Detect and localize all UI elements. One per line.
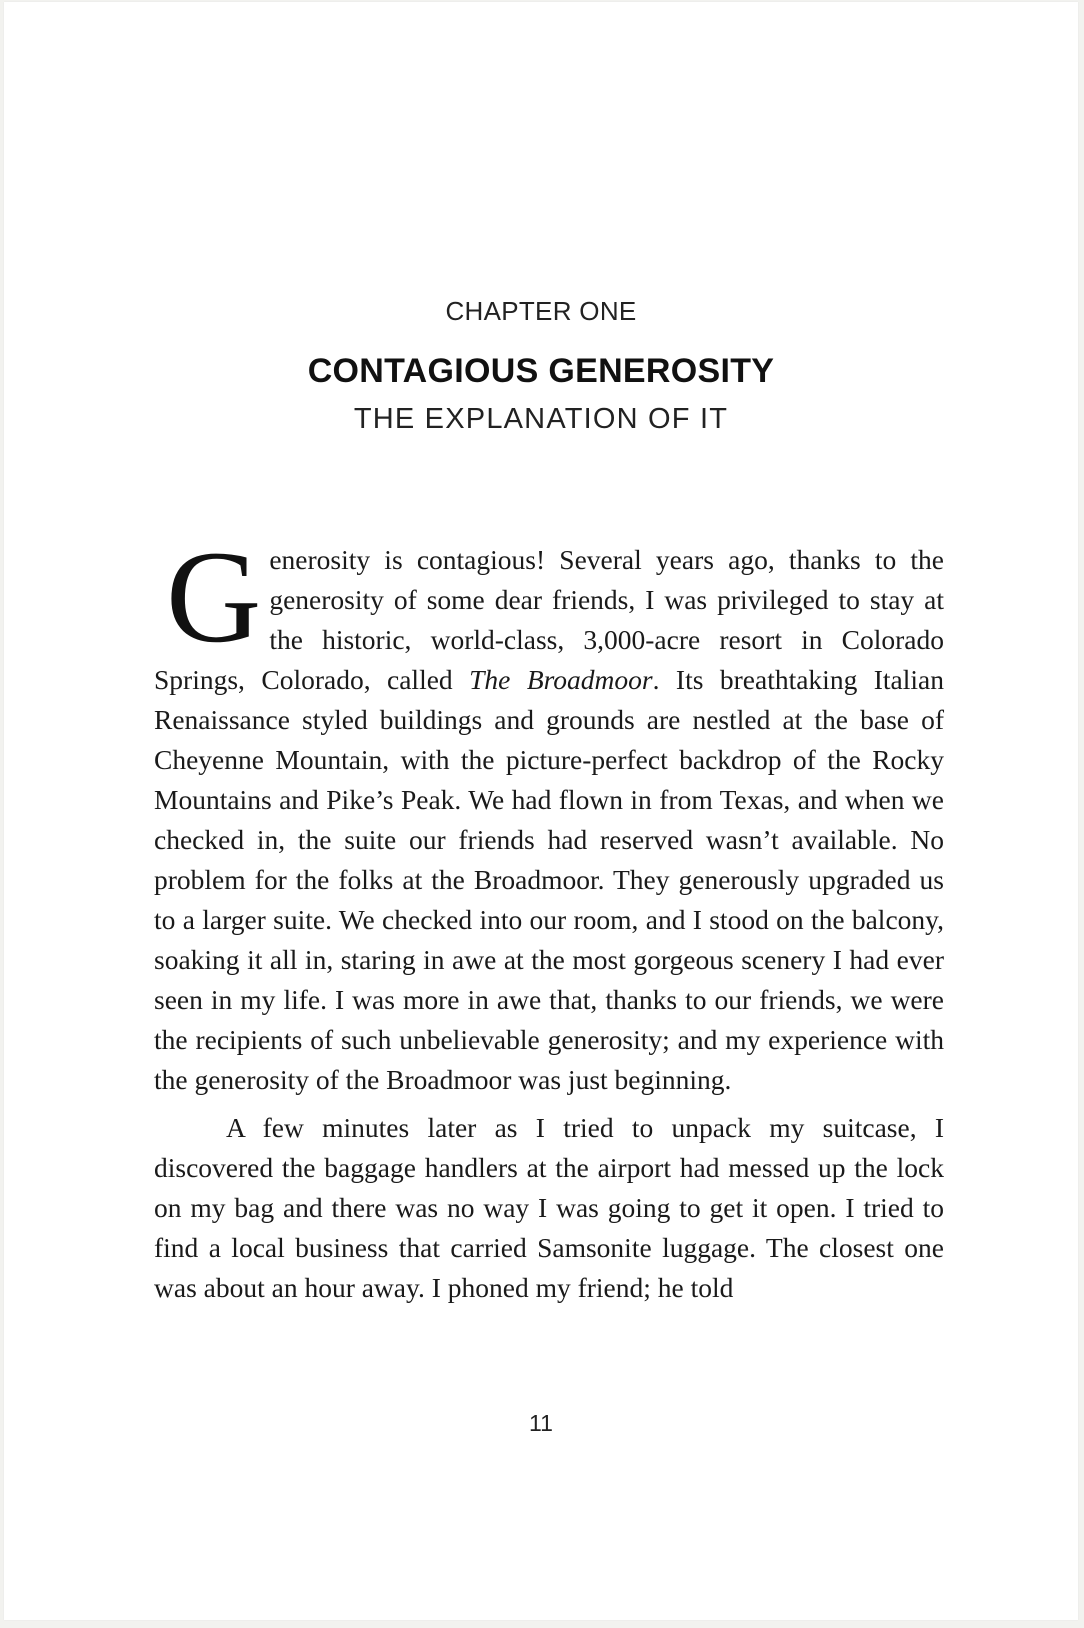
paragraph-two: A few minutes later as I tried to unpack my suitcase, I discovered the baggage handlers at the airport had messed up the lock on my bag and there was no way I was going to get it open. I tried to find a local business that carried Samsonite luggage. The closest one was about an hour away. I phoned my friend; he told xyxy=(154,1112,944,1303)
paragraph-one-text-b: . Its breathtaking Italian Renaissance styled buildings and grounds are nestled at the base of Cheyenne Mountain, with the picture-perfect backdrop of the Rocky Mountains and Pike’s Peak. We had flown in from Texas, and when we checked in, the suite our friends had reserved wasn’t available. No problem for the folks at the Broadmoor. They generously upgraded us to a larger suite. We checked into our room, and I stood on the balcony, soaking it all in, staring in awe at the most gorgeous scenery I had ever seen in my life. I was more in awe that, thanks to our friends, we were the recipients of such unbelievable generosity; and my experience with the generosity of the Broadmoor was just beginning. xyxy=(154,664,944,1095)
paragraph-one xyxy=(154,523,944,1100)
chapter-label: CHAPTER ONE xyxy=(445,296,637,326)
body-text xyxy=(154,523,944,1308)
drop-cap: G xyxy=(166,523,262,670)
chapter-title: CONTAGIOUS GENEROSITY xyxy=(307,352,775,390)
book-page xyxy=(4,2,1078,1620)
resort-name-italic: The Broadmoor xyxy=(469,664,653,695)
chapter-subtitle: THE EXPLANATION OF IT xyxy=(353,403,729,435)
page-number: 11 xyxy=(529,1410,553,1436)
paragraph-one-text-a: enerosity is contagious! Several years ago, thanks to the generosity of some dear friends, I was privileged to stay at the historic, world-class, 3,000-acre resort in Colorado Springs, Colorado, called xyxy=(154,544,944,695)
